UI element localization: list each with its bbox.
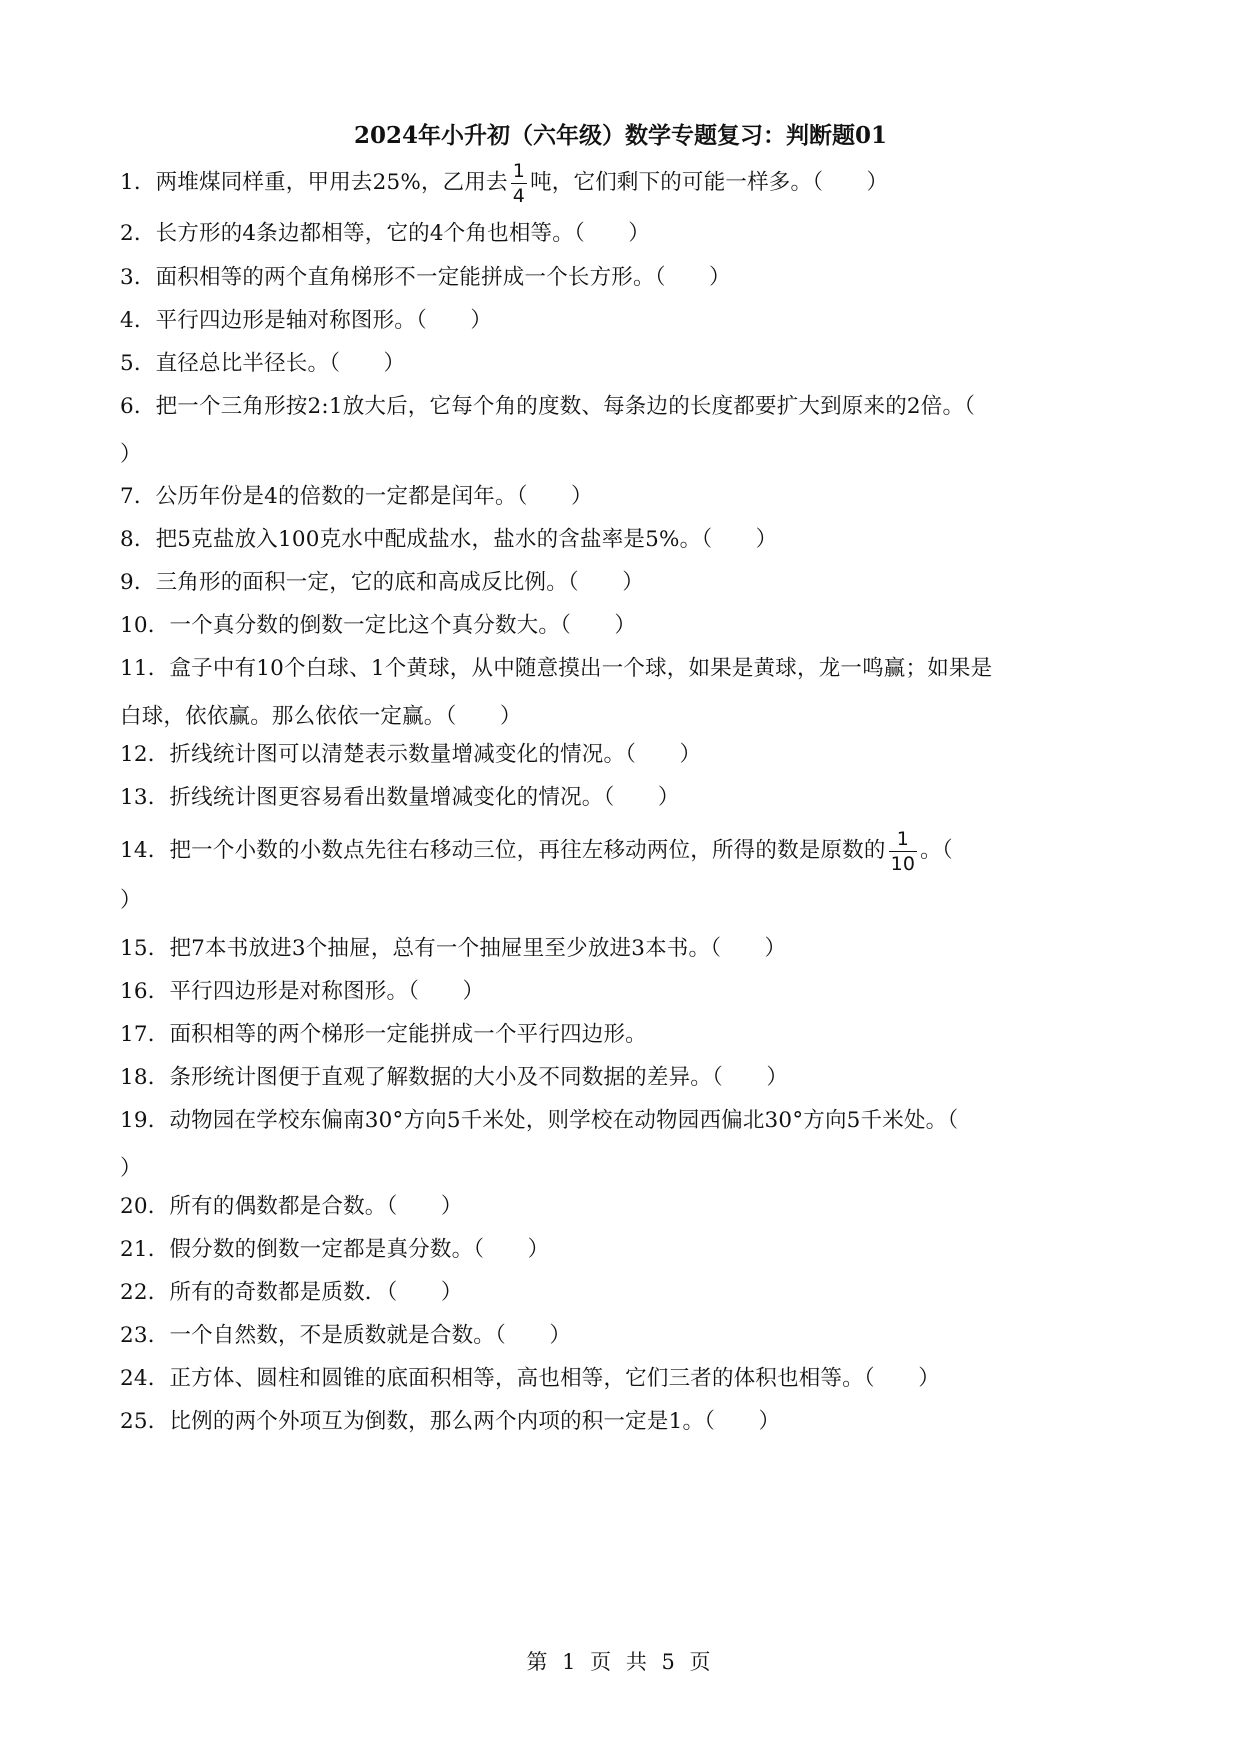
question-text-continued: 白球，依依赢。那么依依一定赢。（ ） bbox=[120, 703, 522, 729]
question-6 bbox=[120, 383, 1125, 478]
question-text-after: 。（ bbox=[920, 838, 953, 863]
question-text: 长方形的4条边都相等，它的4个角也相等。（ ） bbox=[155, 221, 651, 246]
question-text: 三角形的面积一定，它的底和高成反比例。（ ） bbox=[155, 570, 644, 595]
question-number: 25． bbox=[120, 1409, 170, 1434]
question-number: 18． bbox=[120, 1065, 170, 1090]
question-text-continued: ） bbox=[120, 887, 142, 913]
fraction-denominator: 10 bbox=[890, 852, 916, 875]
question-4 bbox=[120, 297, 1125, 345]
question-text: 直径总比半径长。（ ） bbox=[155, 351, 406, 376]
question-number: 1． bbox=[120, 170, 156, 195]
question-number: 8． bbox=[120, 527, 156, 552]
question-text: 面积相等的两个直角梯形不一定能拼成一个长方形。（ ） bbox=[155, 265, 731, 290]
question-18 bbox=[120, 1054, 1125, 1102]
page-title: 2024年小升初（六年级）数学专题复习：判断题01 bbox=[353, 122, 888, 149]
question-2 bbox=[120, 210, 1125, 258]
question-text: 条形统计图便于直观了解数据的大小及不同数据的差异。（ ） bbox=[169, 1065, 789, 1090]
question-number: 20． bbox=[120, 1194, 170, 1219]
question-text: 把一个三角形按2:1放大后，它每个角的度数、每条边的长度都要扩大到原来的2倍。（ bbox=[155, 394, 976, 419]
question-number: 24． bbox=[120, 1366, 170, 1391]
question-text: 正方体、圆柱和圆锥的底面积相等，高也相等，它们三者的体积也相等。（ ） bbox=[169, 1366, 940, 1391]
question-10 bbox=[120, 602, 1125, 650]
fraction-denominator: 4 bbox=[512, 184, 526, 207]
question-14 bbox=[120, 827, 1125, 924]
question-13 bbox=[120, 774, 1125, 822]
question-number: 4． bbox=[120, 308, 156, 333]
question-text-continued: ） bbox=[120, 1155, 142, 1181]
question-3 bbox=[120, 254, 1125, 302]
question-text: 把5克盐放入100克水中配成盐水，盐水的含盐率是5%。（ ） bbox=[155, 527, 778, 552]
fraction-one-tenth bbox=[889, 828, 918, 875]
question-text: 折线统计图可以清楚表示数量增减变化的情况。（ ） bbox=[169, 742, 702, 767]
question-25 bbox=[120, 1398, 1125, 1446]
page-number-footer: 第 1 页 共 5 页 bbox=[526, 1650, 715, 1674]
question-number: 21． bbox=[120, 1237, 170, 1262]
question-1 bbox=[120, 159, 1125, 207]
question-number: 19． bbox=[120, 1108, 170, 1133]
question-text-before: 把一个小数的小数点先往右移动三位，再往左移动两位，所得的数是原数的 bbox=[169, 838, 886, 863]
question-text: 一个自然数，不是质数就是合数。（ ） bbox=[169, 1323, 572, 1348]
fraction-numerator: 1 bbox=[889, 828, 918, 852]
question-20 bbox=[120, 1183, 1125, 1231]
question-text: 盒子中有10个白球、1个黄球，从中随意摸出一个球，如果是黄球，龙一鸣赢；如果是 bbox=[169, 656, 993, 681]
question-number: 23． bbox=[120, 1323, 170, 1348]
question-number: 16． bbox=[120, 979, 170, 1004]
question-11 bbox=[120, 645, 1125, 740]
question-15 bbox=[120, 925, 1125, 973]
question-8 bbox=[120, 516, 1125, 564]
question-7 bbox=[120, 473, 1125, 521]
question-text-after: 吨，它们剩下的可能一样多。（ ） bbox=[530, 170, 889, 195]
question-text: 动物园在学校东偏南30°方向5千米处，则学校在动物园西偏北30°方向5千米处。（ bbox=[169, 1108, 959, 1133]
question-9 bbox=[120, 559, 1125, 607]
question-19 bbox=[120, 1097, 1125, 1192]
question-number: 11． bbox=[120, 656, 170, 681]
question-number: 10． bbox=[120, 613, 170, 638]
question-22 bbox=[120, 1269, 1125, 1317]
question-16 bbox=[120, 968, 1125, 1016]
fraction-one-quarter bbox=[511, 160, 527, 207]
question-text: 一个真分数的倒数一定比这个真分数大。（ ） bbox=[169, 613, 637, 638]
question-text: 比例的两个外项互为倒数，那么两个内项的积一定是1。（ ） bbox=[169, 1409, 781, 1434]
question-number: 6． bbox=[120, 394, 156, 419]
question-number: 13． bbox=[120, 785, 170, 810]
question-number: 7． bbox=[120, 484, 156, 509]
question-21 bbox=[120, 1226, 1125, 1274]
question-text: 所有的奇数都是质数．（ ） bbox=[169, 1280, 463, 1305]
question-text: 平行四边形是轴对称图形。（ ） bbox=[155, 308, 493, 333]
question-text-continued: ） bbox=[120, 441, 142, 467]
question-5 bbox=[120, 340, 1125, 388]
question-24 bbox=[120, 1355, 1125, 1403]
question-12 bbox=[120, 731, 1125, 779]
question-text: 公历年份是4的倍数的一定都是闰年。（ ） bbox=[155, 484, 593, 509]
fraction-numerator: 1 bbox=[512, 159, 526, 182]
question-number: 2． bbox=[120, 221, 156, 246]
question-number: 12． bbox=[120, 742, 170, 767]
question-number: 14． bbox=[120, 838, 170, 863]
question-number: 9． bbox=[120, 570, 156, 595]
question-text: 所有的偶数都是合数。（ ） bbox=[169, 1194, 463, 1219]
question-text: 平行四边形是对称图形。（ ） bbox=[169, 979, 485, 1004]
question-number: 3． bbox=[120, 265, 156, 290]
question-text: 面积相等的两个梯形一定能拼成一个平行四边形。 bbox=[169, 1022, 647, 1047]
question-number: 22． bbox=[120, 1280, 170, 1305]
question-number: 15． bbox=[120, 936, 170, 961]
question-text: 把7本书放进3个抽屉，总有一个抽屉里至少放进3本书。（ ） bbox=[169, 936, 787, 961]
question-number: 5． bbox=[120, 351, 156, 376]
question-23 bbox=[120, 1312, 1125, 1360]
question-text: 折线统计图更容易看出数量增减变化的情况。（ ） bbox=[169, 785, 680, 810]
question-text-before: 两堆煤同样重，甲用去25%，乙用去 bbox=[155, 170, 508, 195]
question-text: 假分数的倒数一定都是真分数。（ ） bbox=[169, 1237, 550, 1262]
question-17 bbox=[120, 1011, 1125, 1059]
question-number: 17． bbox=[120, 1022, 170, 1047]
